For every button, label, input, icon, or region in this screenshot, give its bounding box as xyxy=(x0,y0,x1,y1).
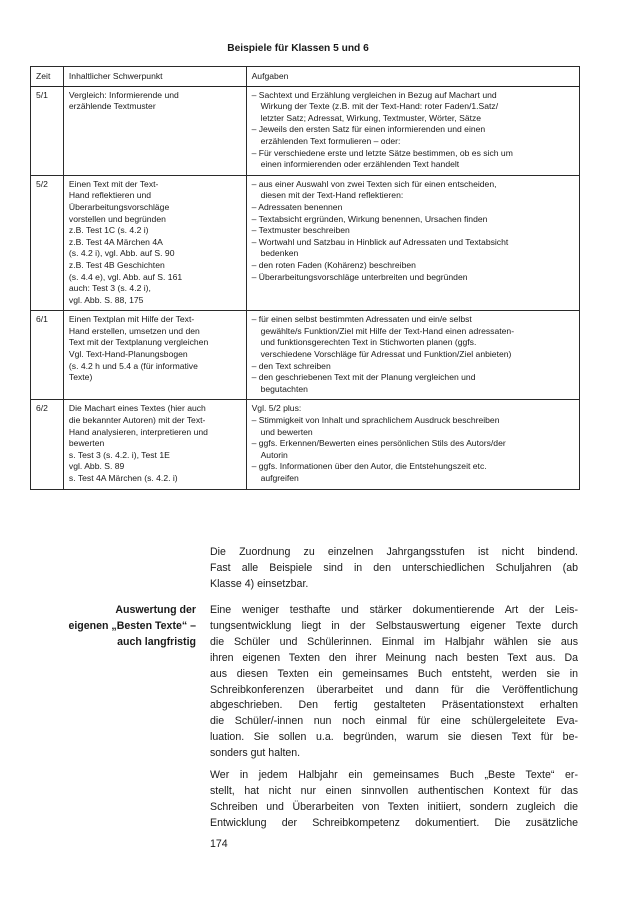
cell-line: auch: Test 3 (s. 4.2 i), xyxy=(68,283,151,294)
task-item xyxy=(252,202,575,214)
cell-line: Vergleich: Informierende und xyxy=(68,89,179,100)
text-line: aus diesen Texten ein gemeinsames Buch entsteht, werden sie in xyxy=(210,667,578,680)
task-line: – Textabsicht ergründen, Wirkung benennen, Ursachen finden xyxy=(251,213,488,224)
text-line: Klasse 4) einsetzbar. xyxy=(210,577,309,590)
cell-aufgaben xyxy=(246,311,579,400)
cell-line: s. Test 3 (s. 4.2. i), Test 1E xyxy=(68,449,170,460)
task-line: einen informierenden oder erzählenden Text handelt xyxy=(260,159,460,170)
table-row xyxy=(31,175,580,311)
task-item xyxy=(252,237,575,260)
task-item xyxy=(252,372,575,395)
task-line: bedenken xyxy=(260,248,299,259)
task-line: – Sachtext und Erzählung vergleichen in Bezug auf Machart und xyxy=(251,89,497,100)
cell-line: erzählende Textmuster xyxy=(68,101,156,112)
task-item xyxy=(252,361,575,373)
text-line: Schreibkonferenzen überarbeitet und dann für die Veröffentlichung xyxy=(210,683,578,696)
cell-line: die bekannter Autoren) mit der Text- xyxy=(68,415,206,426)
side-heading-line: Auswertung der xyxy=(115,604,196,616)
cell-zeit: 6/1 xyxy=(31,311,64,400)
task-line: – aus einer Auswahl von zwei Texten sich für einen entscheiden, xyxy=(251,178,497,189)
side-heading xyxy=(30,603,196,651)
task-line: und bewerten xyxy=(260,426,313,437)
cell-line: Hand erstellen, umsetzen und den xyxy=(68,325,200,336)
table-header-row xyxy=(31,67,580,87)
task-line: – den Text schreiben xyxy=(251,360,331,371)
task-line: gewählte/s Funktion/Ziel mit Hilfe der Text-Hand einen adressaten- xyxy=(260,325,515,336)
text-line: Entwicklung der Schreibkompetenz dokumentiert. Die zusätzliche xyxy=(210,816,578,829)
task-line: Wirkung der Texte (z.B. mit der Text-Hand: roter Faden/1.Satz/ xyxy=(260,101,499,112)
task-line: – den roten Faden (Kohärenz) beschreiben xyxy=(251,259,416,270)
task-item xyxy=(252,225,575,237)
cell-line: Hand reflektieren und xyxy=(68,190,152,201)
task-line: – Überarbeitungsvorschläge unterbreiten und begründen xyxy=(251,271,468,282)
text-line: Die Zuordnung zu einzelnen Jahrgangsstufen ist nicht bindend. xyxy=(210,546,578,558)
task-line: diesen mit der Text-Hand reflektieren: xyxy=(260,190,404,201)
task-line: – Textmuster beschreiben xyxy=(251,225,350,236)
cell-line: (s. 4.2 i), vgl. Abb. auf S. 90 xyxy=(68,248,175,259)
examples-table xyxy=(30,66,580,490)
paragraph-best-texts-book xyxy=(210,768,578,832)
task-line: begutachten xyxy=(260,383,308,394)
task-line: – den geschriebenen Text mit der Planung vergleichen und xyxy=(251,372,476,383)
text-line: die Schüler und Schülerinnen. Einmal im Halbjahr wählen sie aus xyxy=(210,635,578,648)
cell-line: z.B. Test 1C (s. 4.2 i) xyxy=(68,225,149,236)
task-line: – für einen selbst bestimmten Adressaten und ein/e selbst xyxy=(251,314,472,325)
cell-line: vorstellen und begründen xyxy=(68,213,166,224)
task-line: – Jeweils den ersten Satz für einen informierenden und einen xyxy=(251,124,486,135)
task-line: aufgreifen xyxy=(260,473,299,483)
cell-line: (s. 4.4 e), vgl. Abb. auf S. 161 xyxy=(68,271,183,282)
task-item xyxy=(252,272,575,284)
task-item xyxy=(252,461,575,484)
text-line: abgeschrieben. Den fertig gestalteten Präsentationstext erhalten xyxy=(210,699,578,712)
cell-aufgaben xyxy=(246,400,579,489)
paragraph-assignment-note xyxy=(210,545,578,593)
cell-zeit: 6/2 xyxy=(31,400,64,489)
header-schwerpunkt: Inhaltlicher Schwerpunkt xyxy=(63,67,246,87)
cell-aufgaben xyxy=(246,175,579,311)
task-line: letzter Satz; Adressat, Wirkung, Textmuster, Wörter, Sätze xyxy=(260,112,482,123)
task-item xyxy=(252,415,575,438)
cell-schwerpunkt xyxy=(63,311,246,400)
cell-zeit: 5/1 xyxy=(31,86,64,175)
cell-schwerpunkt xyxy=(63,86,246,175)
task-line: – ggfs. Erkennen/Bewerten eines persönlichen Stils des Autors/der xyxy=(251,438,506,449)
cell-line: Texte) xyxy=(68,372,93,383)
task-line: – Adressaten benennen xyxy=(251,201,343,212)
text-line: tungsentwicklung liegt in der Selbstauswertung eigener Texte durch xyxy=(210,619,578,632)
task-item xyxy=(252,90,575,125)
cell-line: Einen Text mit der Text- xyxy=(68,178,159,189)
cell-line: bewerten xyxy=(68,438,105,449)
cell-line: Text mit der Textplanung vergleichen xyxy=(68,337,209,348)
table-row xyxy=(31,86,580,175)
text-line: Eine weniger testhafte und stärker dokumentierende Art der Leis- xyxy=(210,604,578,616)
text-line: die Schüler/-innen nun noch einmal für eine schülergeleitete Eva- xyxy=(210,715,578,728)
header-zeit: Zeit xyxy=(31,67,64,87)
cell-schwerpunkt xyxy=(63,175,246,311)
task-line: verschiedene Vorschläge für Adressat und Funktion/Ziel anbieten) xyxy=(260,349,512,360)
cell-line: z.B. Test 4B Geschichten xyxy=(68,259,165,270)
header-aufgaben: Aufgaben xyxy=(246,67,579,87)
task-line: – Für verschiedene erste und letzte Sätze bestimmen, ob es sich um xyxy=(251,147,513,158)
cell-line: Vgl. 5/2 plus: xyxy=(251,403,302,414)
task-item xyxy=(252,148,575,171)
cell-schwerpunkt xyxy=(63,400,246,489)
table-row xyxy=(31,311,580,400)
text-line: Fast alle Beispiele sind in den unterschiedlichen Schuljahren (ab xyxy=(210,561,578,574)
task-item xyxy=(252,438,575,461)
side-heading-line: eigenen „Besten Texte“ – xyxy=(68,619,196,632)
task-item xyxy=(252,124,575,147)
task-line: – ggfs. Informationen über den Autor, die Entstehungszeit etc. xyxy=(251,461,487,472)
text-line: Schreiben und Überarbeiten von Texten initiiert, sondern zugleich die xyxy=(210,800,578,813)
task-line: – Wortwahl und Satzbau in Hinblick auf Adressaten und Textabsicht xyxy=(251,236,509,247)
side-heading-line: auch langfristig xyxy=(117,635,196,648)
task-line: erzählenden Text formulieren – oder: xyxy=(260,135,401,146)
paragraph-self-evaluation xyxy=(210,603,578,762)
cell-line: s. Test 4A Märchen (s. 4.2. i) xyxy=(68,473,178,483)
cell-line: vgl. Abb. S. 88, 175 xyxy=(68,294,144,305)
task-line: Autorin xyxy=(260,449,288,460)
text-line: ihren eigenen Texten den ihrer Meinung nach besten Text aus. Da xyxy=(210,651,578,664)
task-line: und funktionsgerechten Text in Stichworten planen (ggfs. xyxy=(260,337,477,348)
task-item xyxy=(252,179,575,202)
text-line: Wer in jedem Halbjahr ein gemeinsames Buch „Beste Texte“ er- xyxy=(210,769,578,781)
cell-zeit: 5/2 xyxy=(31,175,64,311)
cell-line: Vgl. Text-Hand-Planungsbogen xyxy=(68,349,188,360)
text-line: sonders gut halten. xyxy=(210,747,301,760)
cell-line: z.B. Test 4A Märchen 4A xyxy=(68,236,163,247)
text-line: luation. Sie sollen u.a. begründen, warum sie diesen Text für be- xyxy=(210,731,578,744)
page-number: 174 xyxy=(210,838,228,850)
text-line: stellt, hat nicht nur einen sinnvollen authentischen Kontext für das xyxy=(210,784,578,797)
cell-line: Hand analysieren, interpretieren und xyxy=(68,426,208,437)
task-item xyxy=(252,214,575,226)
cell-line: vgl. Abb. S. 89 xyxy=(68,461,125,472)
cell-line: (s. 4.2 h und 5.4 a (für informative xyxy=(68,360,198,371)
cell-line: Einen Textplan mit Hilfe der Text- xyxy=(68,314,195,325)
cell-line: Die Machart eines Textes (hier auch xyxy=(68,403,206,414)
task-line: – Stimmigkeit von Inhalt und sprachlichem Ausdruck beschreiben xyxy=(251,415,500,426)
cell-aufgaben xyxy=(246,86,579,175)
cell-line: Überarbeitungsvorschläge xyxy=(68,201,170,212)
table-caption: Beispiele für Klassen 5 und 6 xyxy=(227,43,369,54)
task-item xyxy=(252,314,575,360)
table-row xyxy=(31,400,580,489)
task-item xyxy=(252,260,575,272)
